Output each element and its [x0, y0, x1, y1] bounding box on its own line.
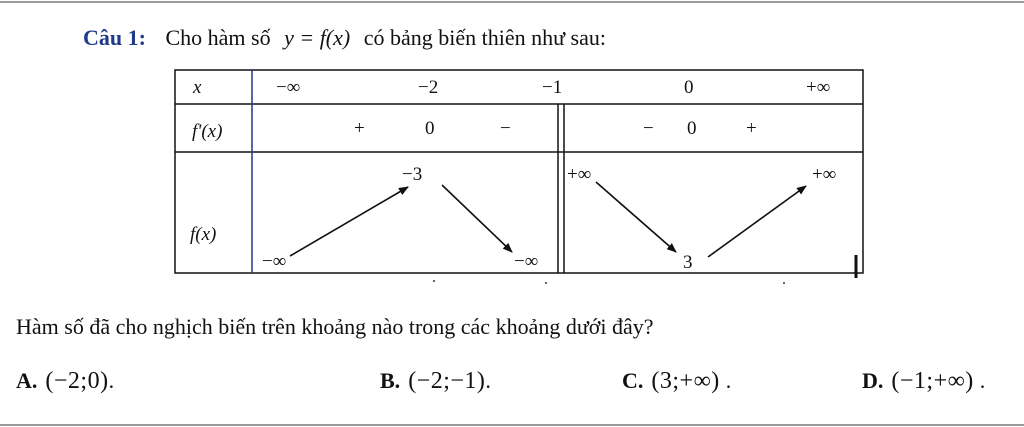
- option-b[interactable]: [380, 368, 491, 395]
- x-value: +∞: [806, 77, 831, 98]
- f-value-right-end: +∞: [812, 164, 837, 185]
- option-c[interactable]: [622, 368, 731, 395]
- question-label: Câu 1:: [83, 25, 146, 50]
- f-value-left-start: −∞: [262, 251, 287, 272]
- bottom-divider: [0, 424, 1024, 426]
- increasing-arrow: [708, 186, 806, 257]
- fprime-sign: 0: [425, 118, 435, 139]
- option-value: (−2;−1): [408, 368, 486, 394]
- fprime-sign: −: [500, 118, 511, 139]
- option-d[interactable]: [862, 368, 985, 395]
- scan-speck: [783, 282, 785, 284]
- f-value-min: 3: [683, 252, 693, 273]
- decreasing-arrow: [596, 182, 676, 252]
- option-suffix: .: [108, 368, 115, 393]
- question-text-after: có bảng biến thiên như sau:: [363, 25, 606, 50]
- fprime-sign: 0: [687, 118, 697, 139]
- f-value-left-end: −∞: [514, 251, 539, 272]
- row-label-fprime: f'(x): [192, 121, 223, 142]
- row-label-f: f(x): [190, 224, 217, 245]
- option-value: (3;+∞): [651, 368, 720, 394]
- option-letter: A.: [16, 368, 38, 393]
- option-value: (−2;0): [45, 368, 109, 394]
- row-label-x: x: [193, 77, 202, 98]
- x-value: −2: [418, 77, 439, 98]
- x-value: −1: [542, 77, 563, 98]
- option-letter: B.: [380, 368, 401, 393]
- x-value: −∞: [276, 77, 301, 98]
- option-letter: C.: [622, 368, 644, 393]
- option-suffix: .: [485, 368, 491, 393]
- question-prompt: Hàm số đã cho nghịch biến trên khoảng nào trong các khoảng dưới đây?: [16, 314, 654, 339]
- scan-speck: [545, 282, 547, 284]
- option-suffix: .: [725, 368, 732, 393]
- f-value-peak: −3: [402, 164, 423, 185]
- fprime-sign: −: [643, 118, 654, 139]
- increasing-arrow: [290, 187, 408, 256]
- x-value: 0: [684, 77, 694, 98]
- f-value-right-start: +∞: [567, 164, 592, 185]
- table-frame: [175, 70, 863, 273]
- fprime-sign: +: [746, 118, 757, 139]
- question-text-before: Cho hàm số: [165, 25, 271, 50]
- fprime-sign: +: [354, 118, 365, 139]
- option-suffix: .: [979, 368, 986, 393]
- option-value: (−1;+∞): [891, 368, 974, 394]
- decreasing-arrow: [442, 185, 512, 252]
- question-formula: y = f(x): [284, 25, 351, 50]
- option-a[interactable]: [16, 368, 114, 395]
- option-letter: D.: [862, 368, 884, 393]
- scan-speck: [433, 280, 435, 282]
